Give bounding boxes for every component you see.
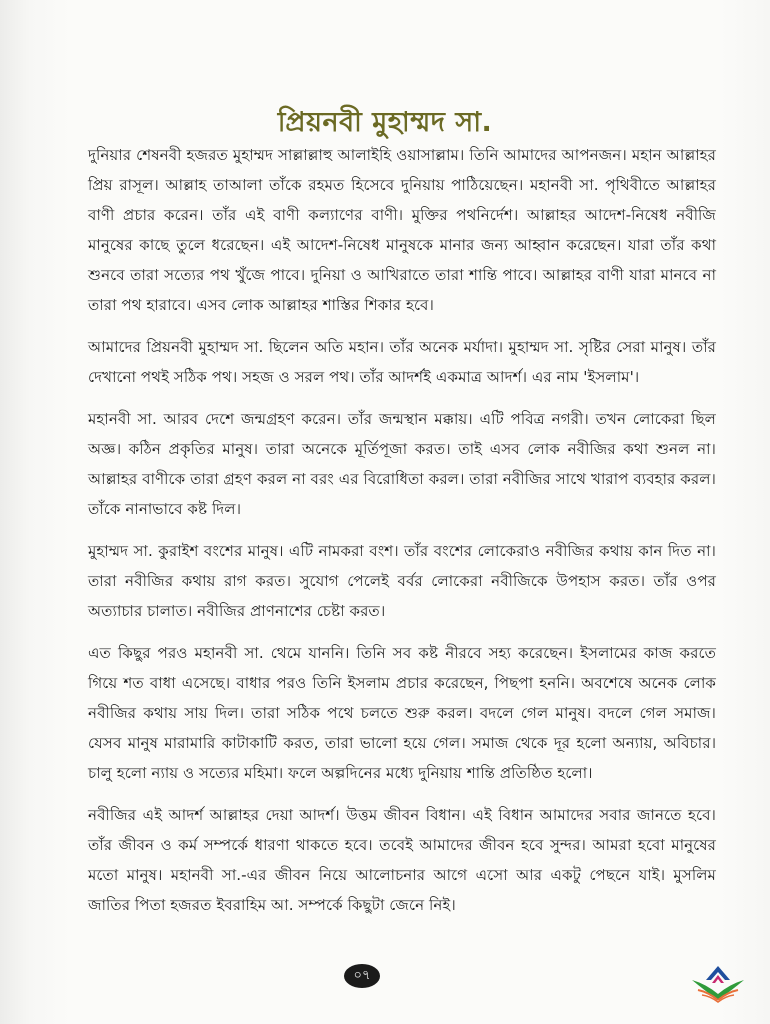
paragraph-1: দুনিয়ার শেষনবী হজরত মুহাম্মদ সাল্লাল্লাহু আলাইহি ওয়াসাল্লাম। তিনি আমাদের আপনজন। মহান আল্লাহর প্রিয় রাসূল। আল্লাহ তাআলা তাঁকে রহমত হিসেবে দুনিয়ায় পাঠিয়েছেন। মহানবী সা. পৃথিবীতে আল্লাহর বাণী প্রচার করেন। তাঁর এই বাণী কল্যাণের বাণী। মুক্তির পথনির্দেশ। আল্লাহর আদেশ-নিষেধ নবীজি মানুষের কাছে তুলে ধরেছেন। এই আদেশ-নিষেধ মানুষকে মানার জন্য আহ্বান করেছেন। যারা তাঁর কথা শুনবে তারা সত্যের পথ খুঁজে পাবে। দুনিয়া ও আখিরাতে তারা শান্তি পাবে। আল্লাহর বাণী যারা মানবে না তারা পথ হারাবে। এসব লোক আল্লাহর শাস্তির শিকার হবে। xyxy=(88,146,716,314)
page-number: ০৭ xyxy=(344,964,380,988)
paragraph-5: এত কিছুর পরও মহানবী সা. থেমে যাননি। তিনি সব কষ্ট নীরবে সহ্য করেছেন। ইসলামের কাজ করতে গিয়ে শত বাধা এসেছে। বাধার পরও তিনি ইসলাম প্রচার করেছেন, পিছপা হননি। অবশেষে অনেক লোক নবীজির কথায় সায় দিল। তারা সঠিক পথে চলতে শুরু করল। বদলে গেল মানুষ। বদলে গেল সমাজ। যেসব মানুষ মারামারি কাটাকাটি করত, তারা ভালো হয়ে গেল। সমাজ থেকে দূর হলো অন্যায়, অবিচার। চালু হলো ন্যায় ও সত্যের মহিমা। ফলে অল্পদিনের মধ্যে দুনিয়ায় শান্তি প্রতিষ্ঠিত হলো। xyxy=(88,644,716,782)
page-title: প্রিয়নবী মুহাম্মদ সা. xyxy=(277,107,493,139)
paragraph-6: নবীজির এই আদর্শ আল্লাহর দেয়া আদর্শ। উত্তম জীবন বিধান। এই বিধান আমাদের সবার জানতে হবে। তাঁর জীবন ও কর্ম সম্পর্কে ধারণা থাকতে হবে। তবেই আমাদের জীবন হবে সুন্দর। আমরা হবো মানুষের মতো মানুষ। মহানবী সা.-এর জীবন নিয়ে আলোচনার আগে এসো আর একটু পেছনে যাই। মুসলিম জাতির পিতা হজরত ইবরাহিম আ. সম্পর্কে কিছুটা জেনে নিই। xyxy=(88,806,716,914)
paragraph-3: মহানবী সা. আরব দেশে জন্মগ্রহণ করেন। তাঁর জন্মস্থান মক্কায়। এটি পবিত্র নগরী। তখন লোকেরা ছিল অজ্ঞ। কঠিন প্রকৃতির মানুষ। তারা অনেকে মূর্তিপূজা করত। তাই এসব লোক নবীজির কথা শুনল না। আল্লাহর বাণীকে তারা গ্রহণ করল না বরং এর বিরোধিতা করল। তারা নবীজির সাথে খারাপ ব্যবহার করল। তাঁকে নানাভাবে কষ্ট দিল। xyxy=(88,410,716,518)
publisher-logo-icon xyxy=(688,964,748,1004)
paragraph-2: আমাদের প্রিয়নবী মুহাম্মদ সা. ছিলেন অতি মহান। তাঁর অনেক মর্যাদা। মুহাম্মদ সা. সৃষ্টির সেরা মানুষ। তাঁর দেখানো পথই সঠিক পথ। সহজ ও সরল পথ। তাঁর আদর্শই একমাত্র আদর্শ। এর নাম 'ইসলাম'। xyxy=(88,338,716,386)
paragraph-4: মুহাম্মদ সা. কুরাইশ বংশের মানুষ। এটি নামকরা বংশ। তাঁর বংশের লোকেরাও নবীজির কথায় কান দিত না। তারা নবীজির কথায় রাগ করত। সুযোগ পেলেই বর্বর লোকেরা নবীজিকে উপহাস করত। তাঁর ওপর অত্যাচার চালাত। নবীজির প্রাণনাশের চেষ্টা করত। xyxy=(88,542,716,620)
body-text xyxy=(88,140,716,932)
